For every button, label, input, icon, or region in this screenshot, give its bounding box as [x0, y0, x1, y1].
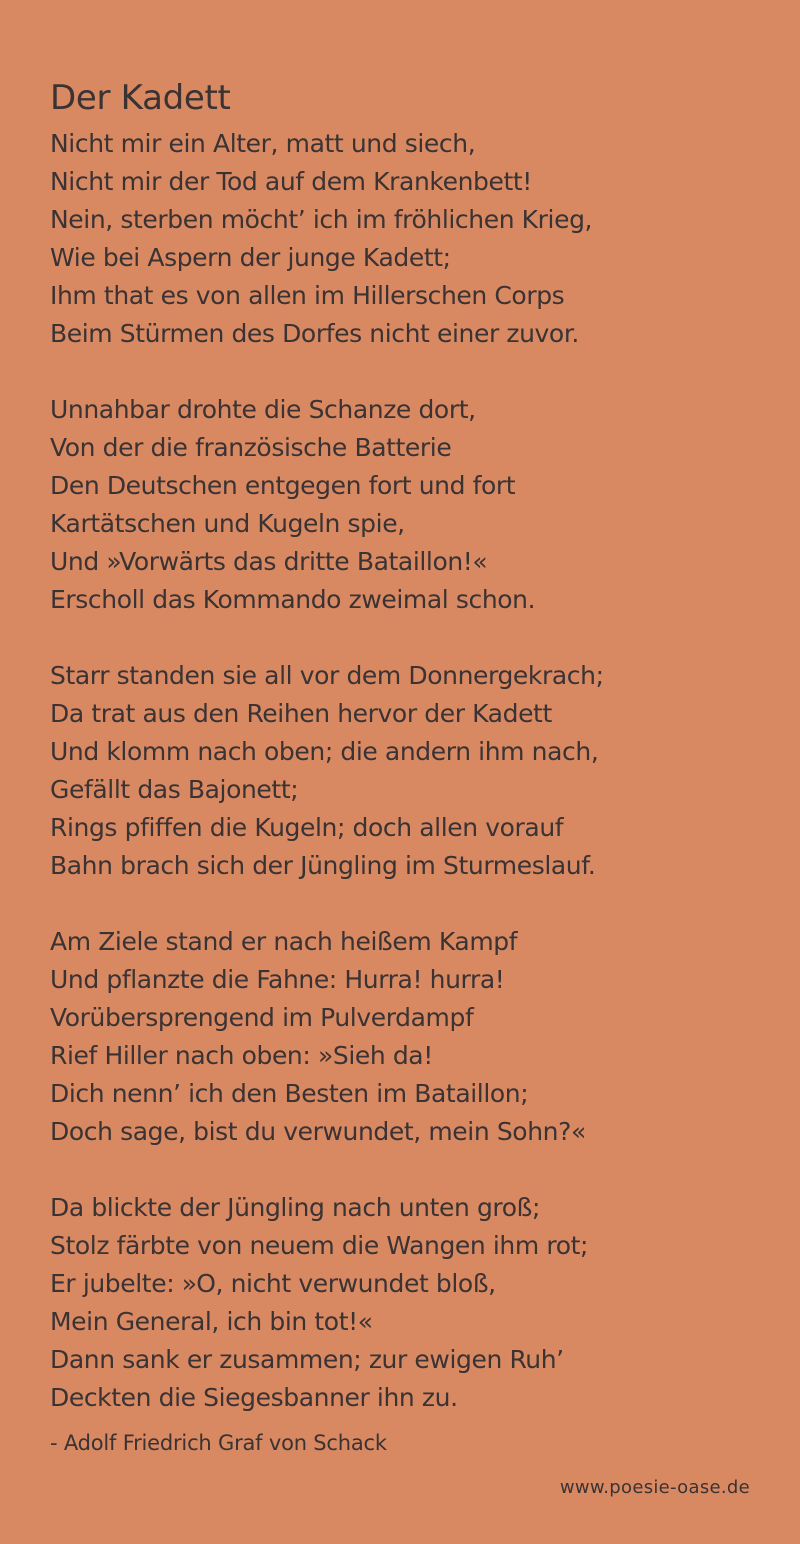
poem-line: Wie bei Aspern der junge Kadett; [50, 243, 451, 272]
poem-line: Da trat aus den Reihen hervor der Kadett [50, 699, 552, 728]
poem-body [50, 125, 770, 1455]
poem-line: Ihm that es von allen im Hillerschen Corps [50, 281, 565, 310]
poem-line: Nein, sterben möcht’ ich im fröhlichen Krieg, [50, 205, 593, 234]
poem-author: - Adolf Friedrich Graf von Schack [50, 1431, 387, 1455]
poem-line: Dann sank er zusammen; zur ewigen Ruh’ [50, 1345, 564, 1374]
poem-line: Er jubelte: »O, nicht verwundet bloß, [50, 1269, 496, 1298]
poem-line: Unnahbar drohte die Schanze dort, [50, 395, 476, 424]
stanza-5 [50, 1189, 770, 1417]
poem-title: Der Kadett [50, 77, 231, 118]
poem-line: Rings pfiffen die Kugeln; doch allen vorauf [50, 813, 564, 842]
stanza-2 [50, 391, 770, 619]
poem-line: Starr standen sie all vor dem Donnergekrach; [50, 661, 604, 690]
poem-line: Stolz färbte von neuem die Wangen ihm rot; [50, 1231, 589, 1260]
poem-line: Gefällt das Bajonett; [50, 775, 299, 804]
stanza-3 [50, 657, 770, 885]
stanza-1 [50, 125, 770, 353]
poem-line: Mein General, ich bin tot!« [50, 1307, 373, 1336]
poem-line: Deckten die Siegesbanner ihn zu. [50, 1383, 458, 1412]
poem-line: Und »Vorwärts das dritte Bataillon!« [50, 547, 488, 576]
poem-line: Von der die französische Batterie [50, 433, 452, 462]
poem-line: Kartätschen und Kugeln spie, [50, 509, 405, 538]
poem-line: Dich nenn’ ich den Besten im Bataillon; [50, 1079, 529, 1108]
poem-line: Nicht mir der Tod auf dem Krankenbett! [50, 167, 532, 196]
poem-line: Bahn brach sich der Jüngling im Sturmeslauf. [50, 851, 596, 880]
poem-line: Beim Stürmen des Dorfes nicht einer zuvor. [50, 319, 579, 348]
stanza-4 [50, 923, 770, 1151]
poem-line: Erscholl das Kommando zweimal schon. [50, 585, 536, 614]
poem-line: Und klomm nach oben; die andern ihm nach, [50, 737, 599, 766]
website-link[interactable]: www.poesie-oase.de [559, 1477, 750, 1498]
poem-line: Nicht mir ein Alter, matt und siech, [50, 129, 476, 158]
poem-line: Rief Hiller nach oben: »Sieh da! [50, 1041, 433, 1070]
poem-line: Vorübersprengend im Pulverdampf [50, 1003, 474, 1032]
poem-line: Doch sage, bist du verwundet, mein Sohn?« [50, 1117, 586, 1146]
poem-line: Da blickte der Jüngling nach unten groß; [50, 1193, 541, 1222]
poem-line: Und pflanzte die Fahne: Hurra! hurra! [50, 965, 505, 994]
poem-line: Am Ziele stand er nach heißem Kampf [50, 927, 518, 956]
poem-line: Den Deutschen entgegen fort und fort [50, 471, 516, 500]
